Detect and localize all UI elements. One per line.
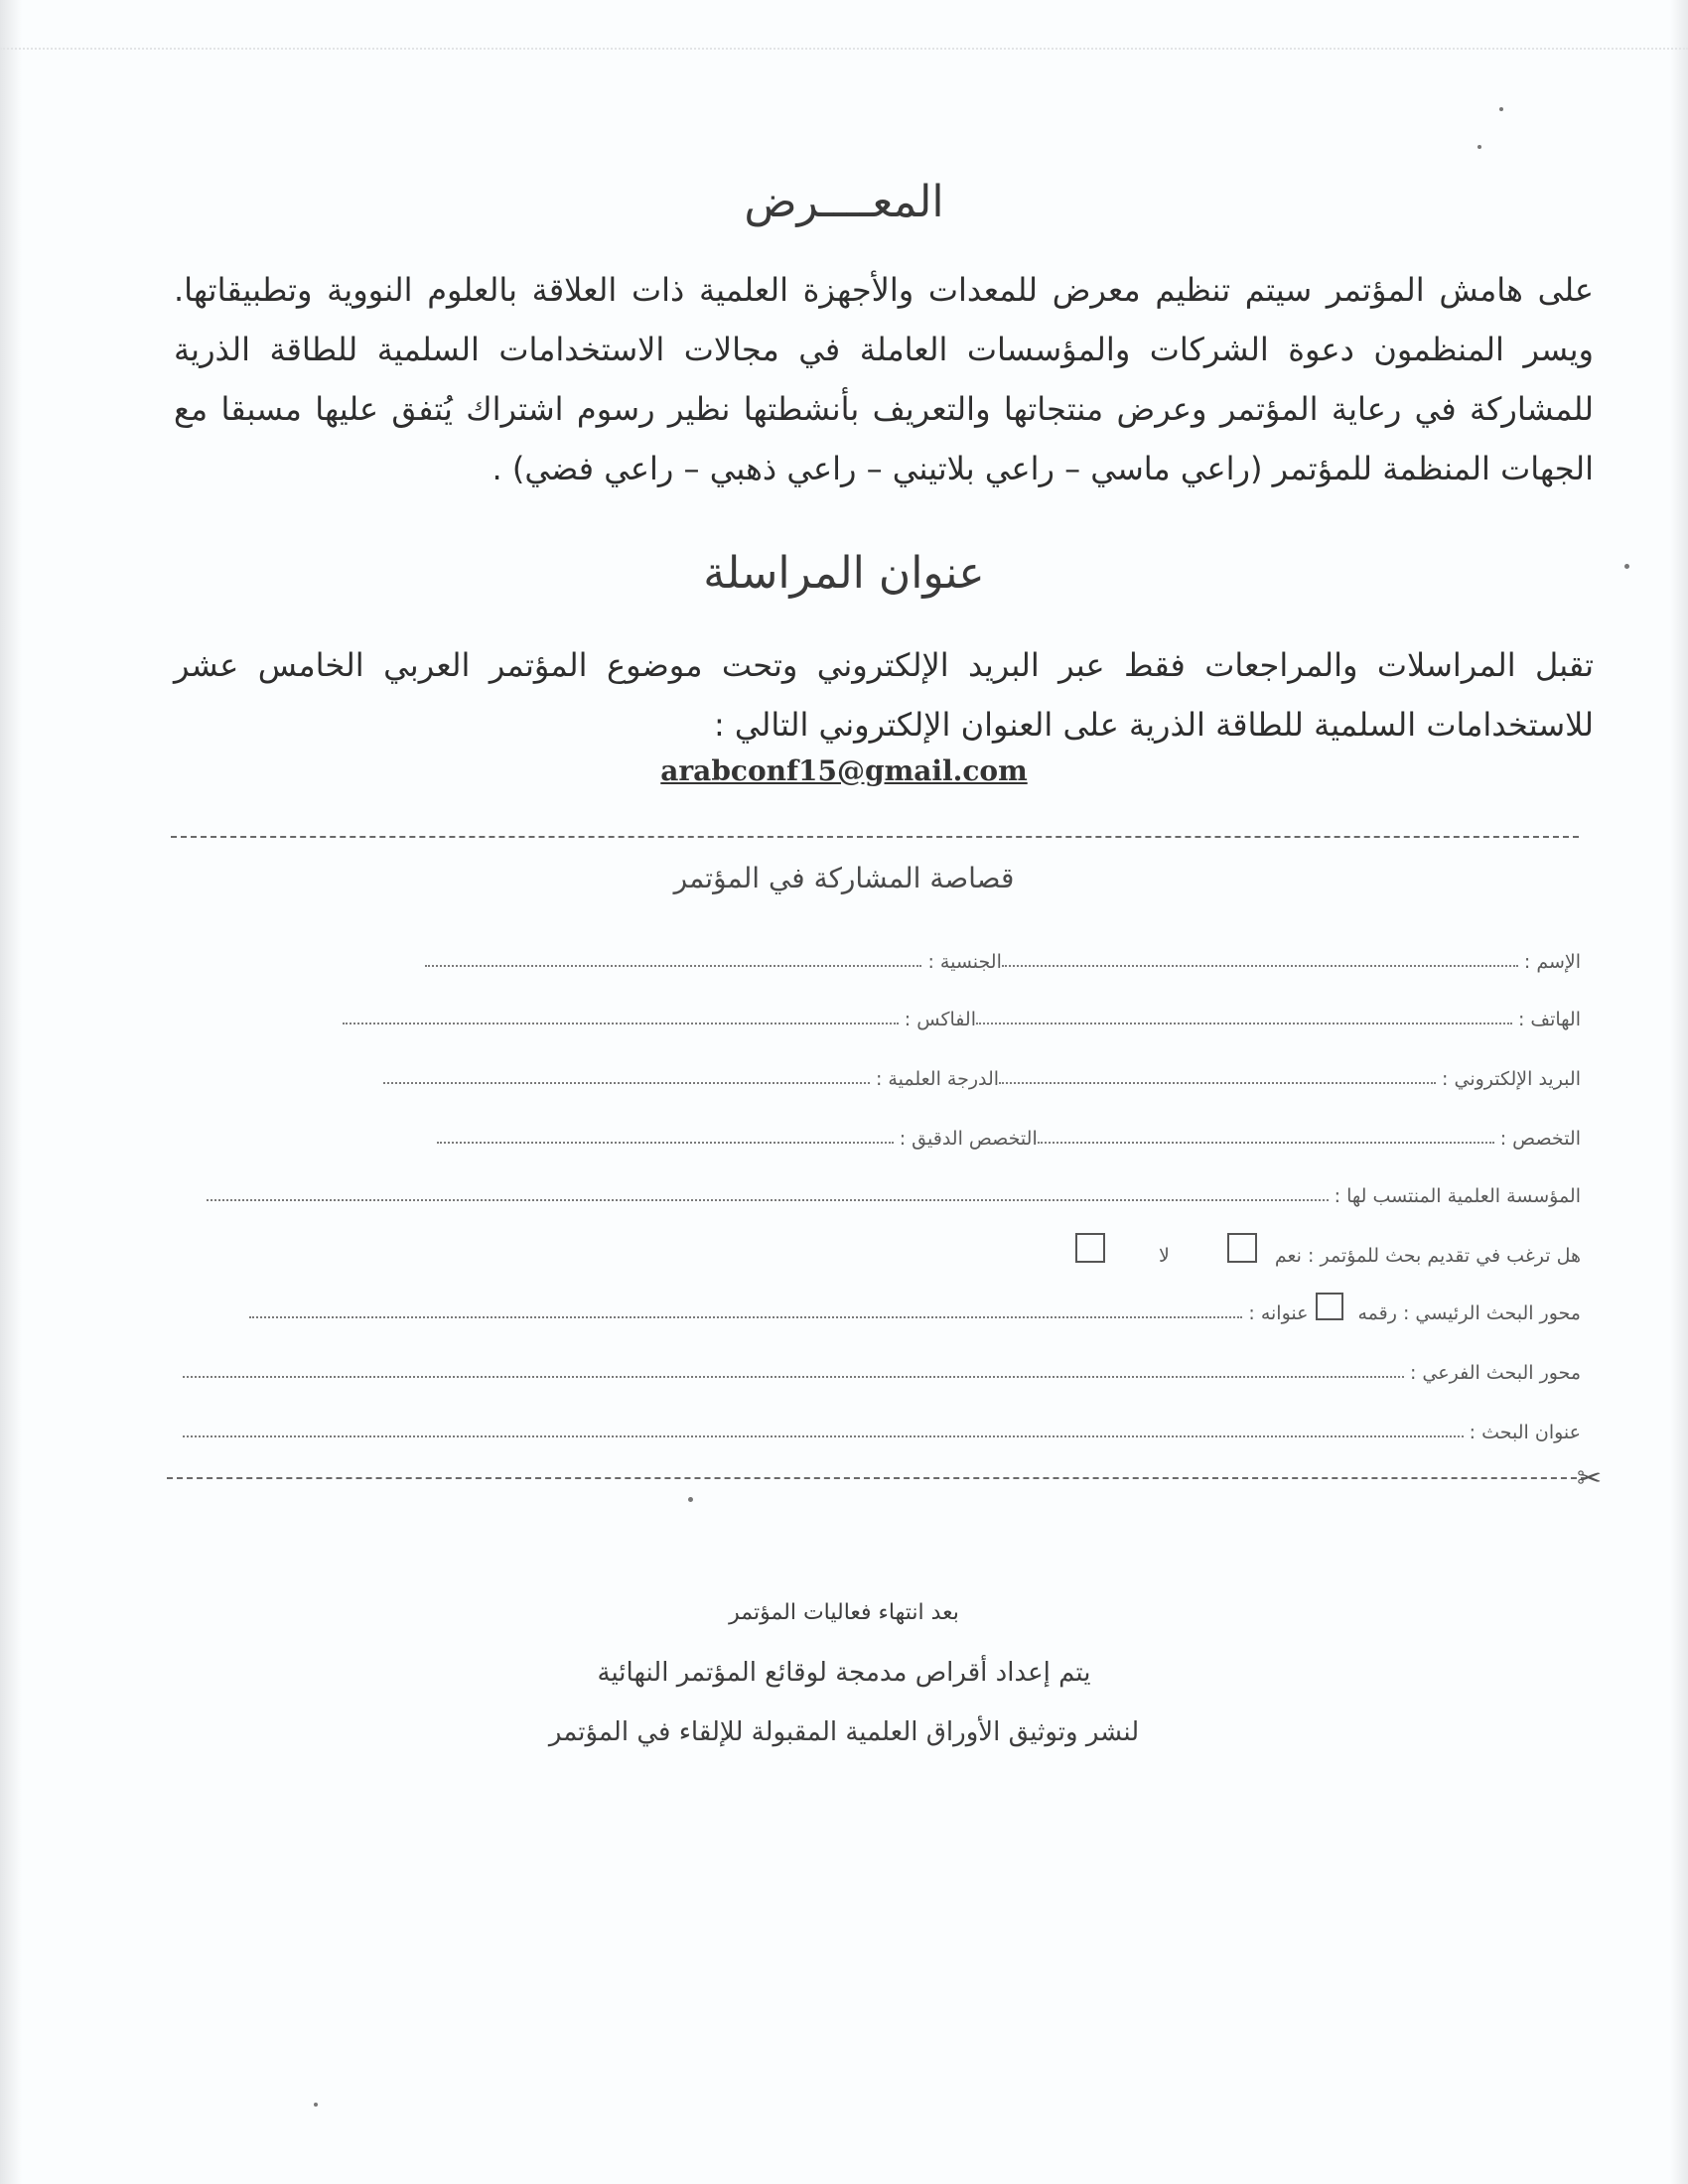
- footer-line-2: يتم إعداد أقراص مدمجة لوقائع المؤتمر النهائية: [597, 1658, 1091, 1688]
- footer-line-3: لنشر وتوثيق الأوراق العلمية المقبولة للإلقاء في المؤتمر: [548, 1717, 1140, 1747]
- phone-label: الهاتف :: [1517, 1009, 1581, 1030]
- scan-edge-top: [0, 0, 1688, 50]
- main-axis-number-box[interactable]: [1316, 1293, 1343, 1320]
- footer-line-1: بعد انتهاء فعاليات المؤتمر: [729, 1600, 959, 1625]
- cut-line-bottom: [167, 1477, 1587, 1479]
- fax-field[interactable]: [343, 1001, 899, 1024]
- scan-speck: [688, 1497, 693, 1502]
- degree-label: الدرجة العلمية :: [875, 1068, 1000, 1090]
- form-row-specialty: [437, 1110, 1581, 1150]
- exhibition-heading: المعــــرض: [744, 177, 944, 227]
- phone-field[interactable]: [976, 1001, 1512, 1024]
- institution-field[interactable]: [207, 1177, 1329, 1201]
- specialty-label: التخصص :: [1499, 1128, 1581, 1150]
- name-field[interactable]: [1002, 943, 1518, 967]
- form-row-main-axis: [249, 1285, 1581, 1324]
- form-row-paper-question: [1067, 1227, 1581, 1267]
- yes-checkbox[interactable]: [1227, 1233, 1257, 1263]
- contact-email-link[interactable]: arabconf15@gmail.com: [660, 754, 1028, 787]
- scan-edge-left: [0, 0, 22, 2184]
- exhibition-paragraph: على هامش المؤتمر سيتم تنظيم معرض للمعدات والأجهزة العلمية ذات العلاقة بالعلوم النووية وتطبيقاتها. ويسر المنظمون دعوة الشركات والمؤسسات العاملة في مجالات الاستخدامات السلمية للطاقة الذرية للمشاركة في رعاية المؤتمر وعرض منتجاتها والتعريف بأنشطتها نظير رسوم اشتراك يُتفق عليها مسبقا مع الجهات المنظمة للمؤتمر (راعي ماسي – راعي بلاتيني – راعي ذهبي – راعي فضي) .: [174, 271, 1594, 487]
- correspondence-paragraph: تقبل المراسلات والمراجعات فقط عبر البريد الإلكتروني وتحت موضوع المؤتمر العربي الخامس عشر للاستخدامات السلمية للطاقة الذرية على العنوان الإلكتروني التالي :: [174, 646, 1594, 744]
- form-row-institution: [207, 1167, 1581, 1207]
- nationality-label: الجنسية :: [927, 951, 1002, 973]
- subspecialty-field[interactable]: [437, 1120, 894, 1144]
- subspecialty-label: التخصص الدقيق :: [899, 1128, 1038, 1150]
- scan-speck: [1477, 145, 1481, 149]
- scan-edge-right: [1670, 0, 1688, 2184]
- form-row-name: [425, 933, 1581, 973]
- name-label: الإسم :: [1523, 951, 1581, 973]
- no-checkbox[interactable]: [1075, 1233, 1105, 1263]
- paper-title-label: عنوان البحث :: [1469, 1422, 1581, 1443]
- sub-axis-label: محور البحث الفرعي :: [1409, 1362, 1581, 1384]
- form-row-phone: [343, 991, 1581, 1030]
- main-axis-title-field[interactable]: [249, 1295, 1242, 1318]
- scan-speck: [314, 2103, 318, 2107]
- form-row-sub-axis: [183, 1344, 1581, 1384]
- correspondence-heading: عنوان المراسلة: [703, 548, 985, 599]
- form-row-paper-title: [183, 1404, 1581, 1443]
- form-row-email: [383, 1050, 1581, 1090]
- scan-speck: [1624, 564, 1629, 569]
- paper-title-field[interactable]: [183, 1414, 1464, 1437]
- nationality-field[interactable]: [425, 943, 921, 967]
- email-field[interactable]: [999, 1060, 1436, 1084]
- paper-question-label: هل ترغب في تقديم بحث للمؤتمر : نعم: [1274, 1245, 1581, 1267]
- institution-label: المؤسسة العلمية المنتسب لها :: [1334, 1185, 1581, 1207]
- email-label: البريد الإلكتروني :: [1442, 1068, 1581, 1090]
- no-label: لا: [1159, 1245, 1170, 1267]
- scan-speck: [1499, 107, 1503, 111]
- cut-line-top: [171, 836, 1579, 838]
- form-title: قصاصة المشاركة في المؤتمر: [673, 862, 1015, 894]
- contact-email: [0, 754, 1688, 787]
- specialty-field[interactable]: [1038, 1120, 1494, 1144]
- main-axis-label: محور البحث الرئيسي : رقمه: [1357, 1302, 1581, 1324]
- sub-axis-field[interactable]: [183, 1354, 1404, 1378]
- main-axis-title-label: عنوانه :: [1248, 1302, 1309, 1324]
- degree-field[interactable]: [383, 1060, 870, 1084]
- fax-label: الفاكس :: [904, 1009, 976, 1030]
- scissors-icon: ✂: [1577, 1461, 1603, 1496]
